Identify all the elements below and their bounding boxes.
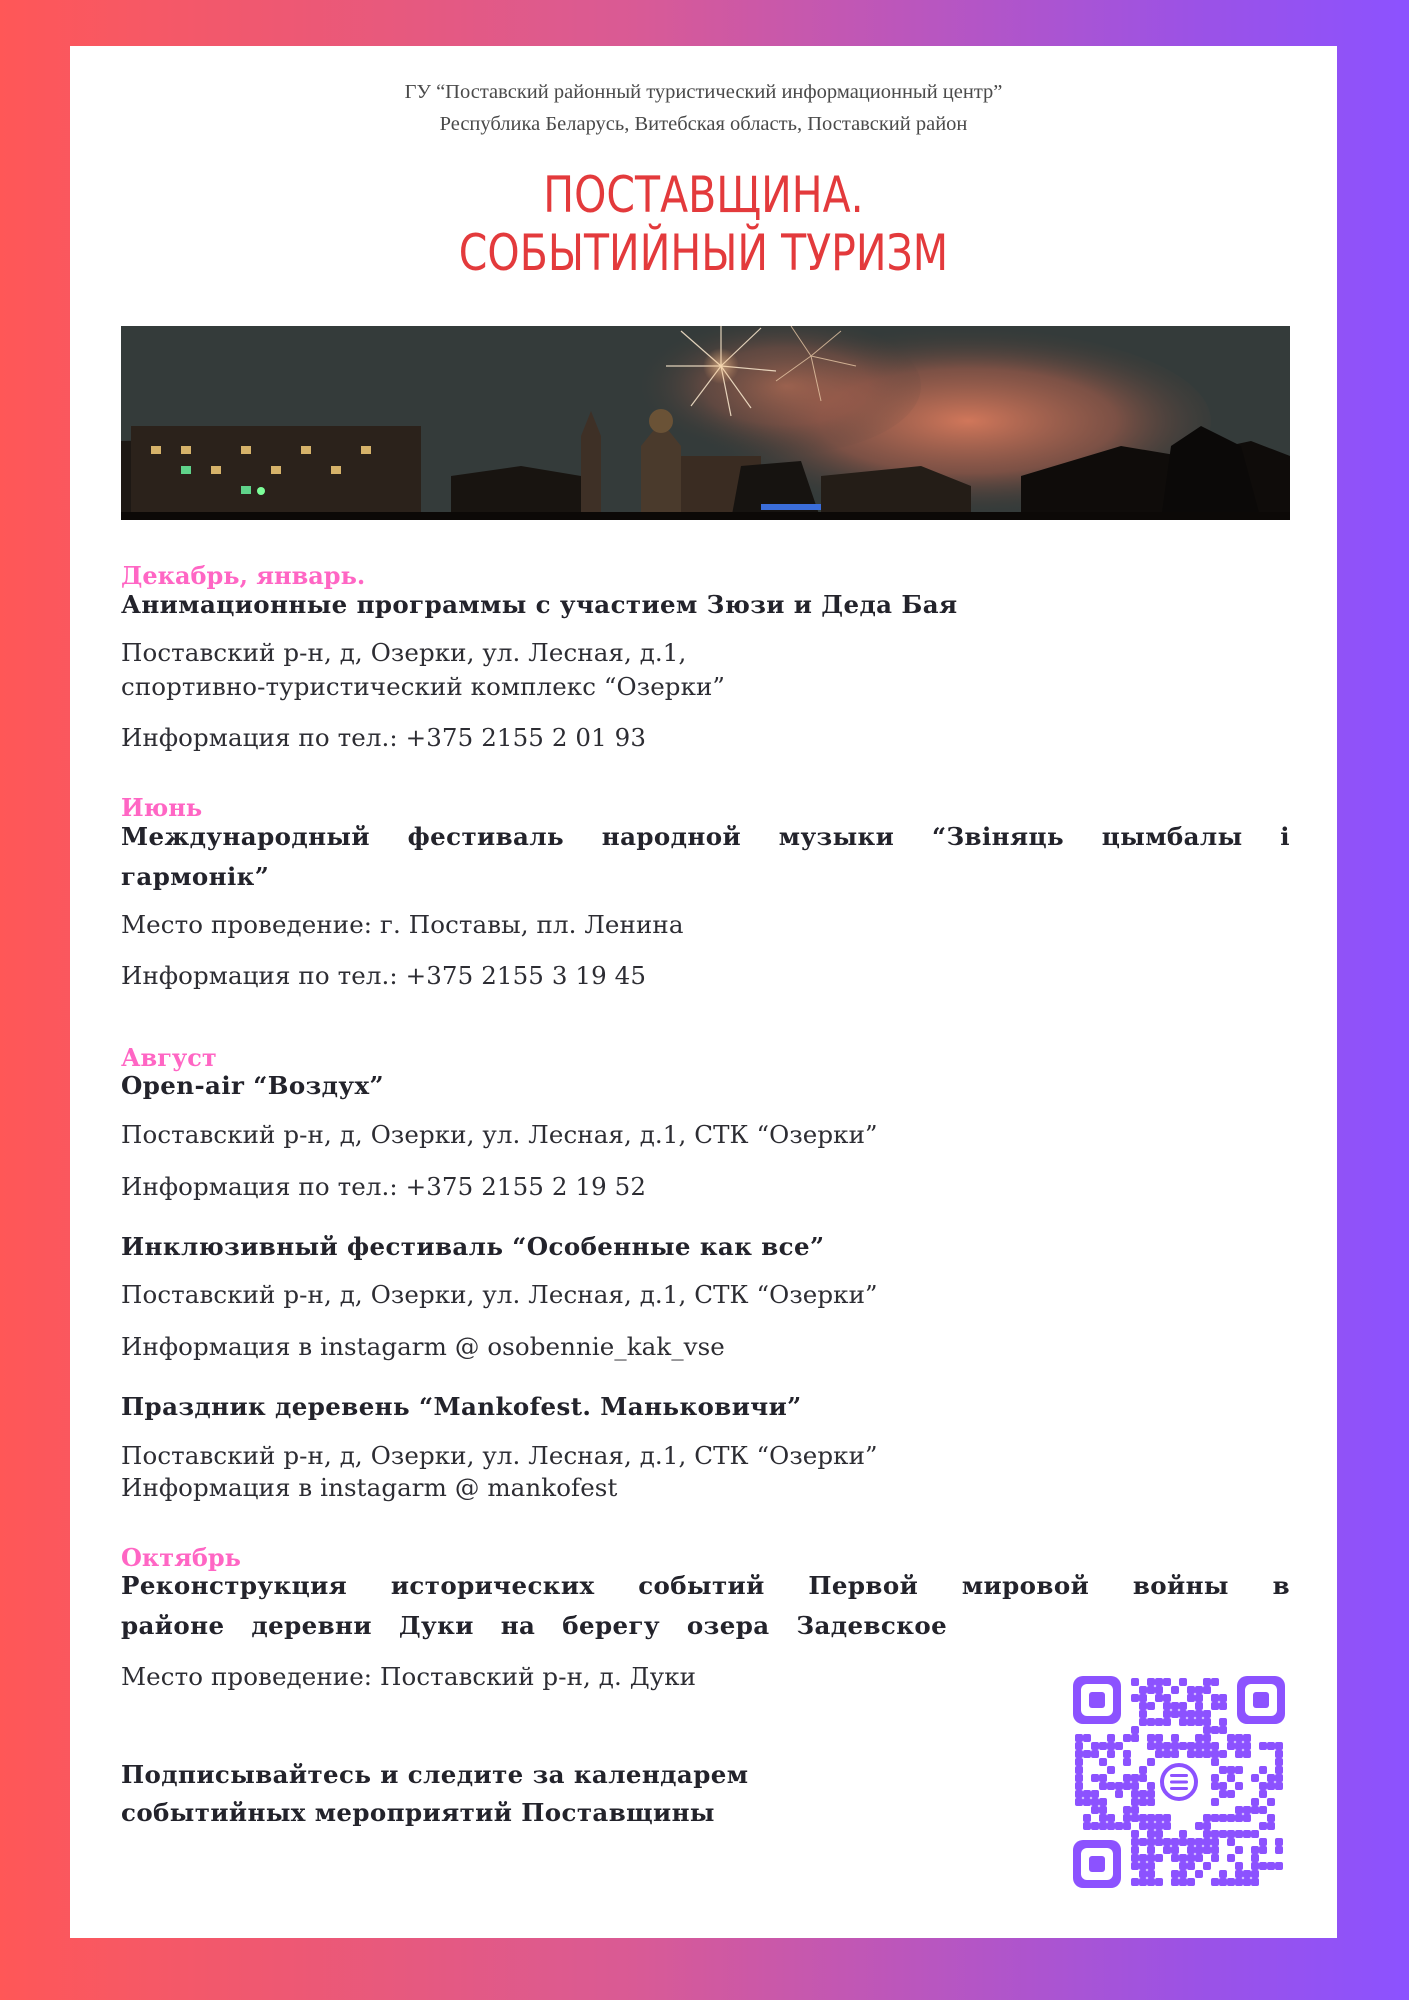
event-title: Open-air “Воздух”	[121, 1071, 384, 1100]
event-place: Место проведение: г. Поставы, пл. Ленина	[121, 910, 684, 939]
event-phone: Информация по тел.: +375 2155 2 19 52	[121, 1172, 647, 1201]
subscribe-call	[121, 1756, 921, 1832]
title-line-2: СОБЫТИЙНЫЙ ТУРИЗМ	[458, 224, 949, 282]
event-address: Поставский р-н, д, Озерки, ул. Лесная, д.1, СТК “Озерки”	[121, 1441, 878, 1470]
org-line-2: Республика Беларусь, Витебская область, Поставский район	[439, 113, 968, 135]
poster-sheet	[70, 46, 1337, 1938]
event-title: Инклюзивный фестиваль “Особенные как все”	[121, 1232, 825, 1261]
poster-title	[184, 166, 1223, 282]
organization-header	[70, 76, 1337, 140]
subscribe-line-2: событийных мероприятий Поставщины	[121, 1798, 715, 1827]
subscribe-line-1: Подписывайтесь и следите за календарем	[121, 1760, 749, 1789]
event-address: Поставский р-н, д, Озерки, ул. Лесная, д.1,	[121, 638, 687, 667]
qr-code[interactable]	[1073, 1676, 1285, 1888]
org-line-1: ГУ “Поставский районный туристический информационный центр”	[404, 81, 1003, 103]
event-phone: Информация по тел.: +375 2155 2 01 93	[121, 723, 647, 752]
event-address: Поставский р-н, д, Озерки, ул. Лесная, д.1, СТК “Озерки”	[121, 1280, 878, 1309]
event-phone: Информация по тел.: +375 2155 3 19 45	[121, 961, 647, 990]
event-address: спортивно-туристический комплекс “Озерки”	[121, 672, 726, 701]
fireworks-photo-drawing	[121, 326, 1290, 520]
month-heading: Август	[121, 1043, 217, 1072]
fireworks-photo	[121, 326, 1290, 520]
event-title: Международный фестиваль народной музыки “Звіняць цымбалы і гармонік”	[121, 822, 1290, 891]
event-address: Поставский р-н, д, Озерки, ул. Лесная, д.1, СТК “Озерки”	[121, 1120, 878, 1149]
month-heading: Июнь	[121, 793, 203, 822]
event-title: Реконструкция исторических событий Первой мировой войны в районе деревни Дуки на берегу озера Задевское	[121, 1571, 1290, 1640]
title-line-1: ПОСТАВЩИНА.	[543, 166, 864, 224]
event-instagram: Информация в instagarm @ mankofest	[121, 1473, 618, 1502]
event-title: Праздник деревень “Mankofest. Маньковичи”	[121, 1392, 802, 1421]
event-place: Место проведение: Поставский р-н, д. Дуки	[121, 1662, 697, 1691]
month-heading: Октябрь	[121, 1543, 241, 1572]
month-heading: Декабрь, январь.	[121, 561, 366, 590]
event-instagram: Информация в instagarm @ osobennie_kak_vse	[121, 1332, 725, 1361]
event-title: Анимационные программы с участием Зюзи и Деда Бая	[121, 590, 958, 619]
menu-icon	[1170, 1774, 1188, 1790]
